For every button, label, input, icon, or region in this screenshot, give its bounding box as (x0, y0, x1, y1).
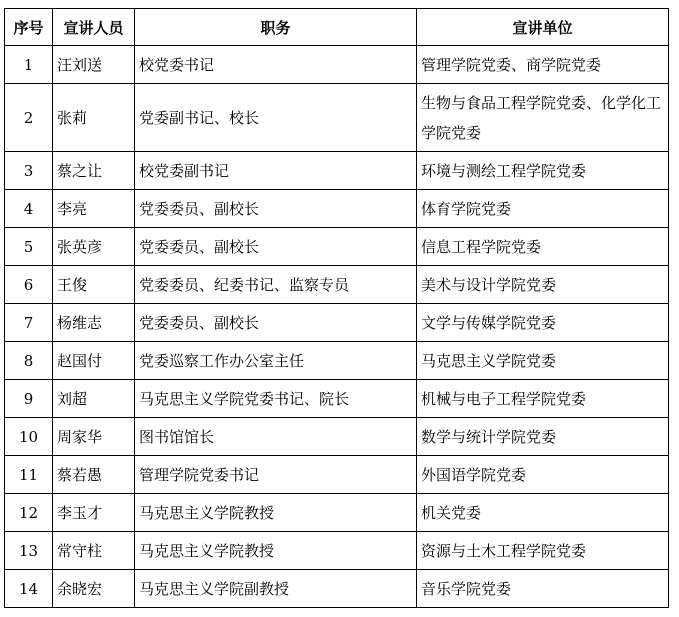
table-row (5, 494, 669, 532)
row-title: 党委委员、副校长 (135, 228, 417, 266)
row-name: 李玉才 (53, 494, 135, 532)
row-name: 刘超 (53, 380, 135, 418)
table-row (5, 266, 669, 304)
row-no: 4 (5, 190, 53, 228)
table-row (5, 46, 669, 84)
row-title: 马克思主义学院副教授 (135, 570, 417, 608)
row-no: 13 (5, 532, 53, 570)
row-unit: 机关党委 (417, 494, 669, 532)
row-name: 蔡之让 (53, 152, 135, 190)
row-unit: 体育学院党委 (417, 190, 669, 228)
row-no: 11 (5, 456, 53, 494)
row-title: 党委委员、副校长 (135, 190, 417, 228)
table-row (5, 380, 669, 418)
table-row (5, 570, 669, 608)
row-name: 常守柱 (53, 532, 135, 570)
row-no: 5 (5, 228, 53, 266)
row-name: 杨维志 (53, 304, 135, 342)
row-title: 党委巡察工作办公室主任 (135, 342, 417, 380)
table-row (5, 152, 669, 190)
row-title: 校党委副书记 (135, 152, 417, 190)
table-row (5, 304, 669, 342)
header-no: 序号 (5, 9, 53, 46)
header-title: 职务 (135, 9, 417, 46)
row-title: 党委委员、纪委书记、监察专员 (135, 266, 417, 304)
row-name: 蔡若愚 (53, 456, 135, 494)
row-unit: 美术与设计学院党委 (417, 266, 669, 304)
row-no: 2 (5, 84, 53, 152)
row-title: 图书馆馆长 (135, 418, 417, 456)
speaker-table (4, 8, 669, 608)
row-name: 王俊 (53, 266, 135, 304)
row-unit: 信息工程学院党委 (417, 228, 669, 266)
row-no: 7 (5, 304, 53, 342)
row-unit: 生物与食品工程学院党委、化学化工学院党委 (417, 84, 669, 152)
row-unit: 马克思主义学院党委 (417, 342, 669, 380)
header-unit: 宣讲单位 (417, 9, 669, 46)
table-row (5, 190, 669, 228)
row-title: 管理学院党委书记 (135, 456, 417, 494)
row-name: 赵国付 (53, 342, 135, 380)
row-title: 党委副书记、校长 (135, 84, 417, 152)
row-name: 周家华 (53, 418, 135, 456)
row-no: 10 (5, 418, 53, 456)
row-title: 党委委员、副校长 (135, 304, 417, 342)
row-unit: 音乐学院党委 (417, 570, 669, 608)
header-name: 宣讲人员 (53, 9, 135, 46)
table-row (5, 228, 669, 266)
table-row (5, 84, 669, 152)
table-row (5, 418, 669, 456)
row-title: 马克思主义学院教授 (135, 532, 417, 570)
row-name: 张莉 (53, 84, 135, 152)
row-no: 9 (5, 380, 53, 418)
row-name: 余晓宏 (53, 570, 135, 608)
row-unit: 数学与统计学院党委 (417, 418, 669, 456)
row-name: 汪刘送 (53, 46, 135, 84)
table-row (5, 342, 669, 380)
row-unit: 外国语学院党委 (417, 456, 669, 494)
row-no: 1 (5, 46, 53, 84)
row-no: 12 (5, 494, 53, 532)
row-no: 8 (5, 342, 53, 380)
row-name: 张英彦 (53, 228, 135, 266)
row-unit: 文学与传媒学院党委 (417, 304, 669, 342)
row-no: 14 (5, 570, 53, 608)
table-header-row (5, 9, 669, 46)
table-row (5, 456, 669, 494)
row-name: 李亮 (53, 190, 135, 228)
row-title: 校党委书记 (135, 46, 417, 84)
row-unit: 机械与电子工程学院党委 (417, 380, 669, 418)
row-no: 3 (5, 152, 53, 190)
table-row (5, 532, 669, 570)
row-unit: 资源与土木工程学院党委 (417, 532, 669, 570)
row-no: 6 (5, 266, 53, 304)
row-title: 马克思主义学院党委书记、院长 (135, 380, 417, 418)
row-unit: 管理学院党委、商学院党委 (417, 46, 669, 84)
row-unit: 环境与测绘工程学院党委 (417, 152, 669, 190)
row-title: 马克思主义学院教授 (135, 494, 417, 532)
